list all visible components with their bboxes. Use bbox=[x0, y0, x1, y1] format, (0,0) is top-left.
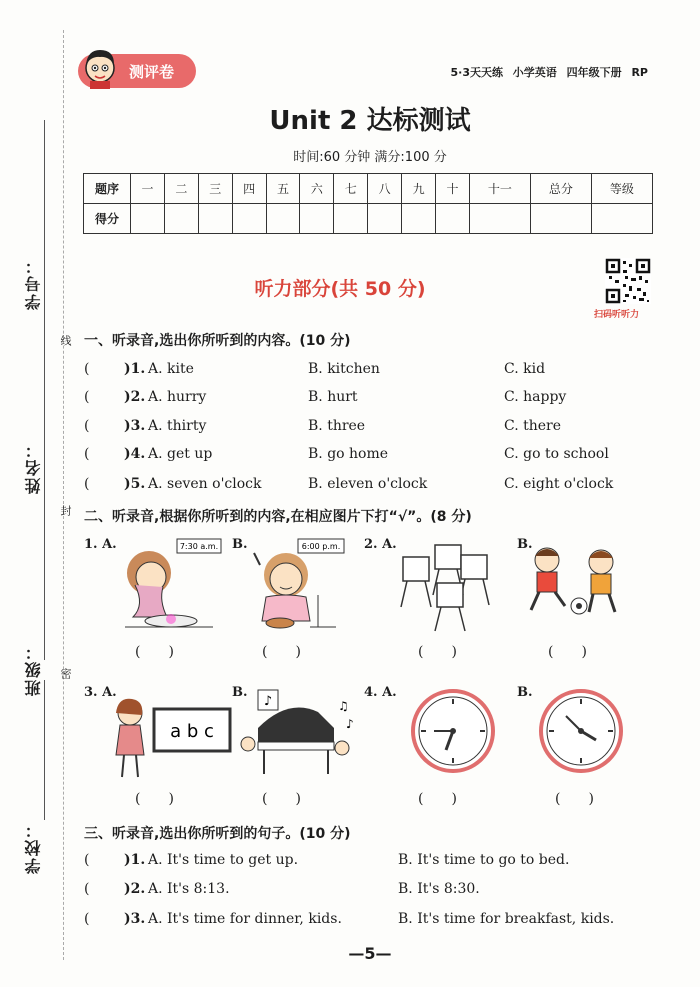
score-cell[interactable] bbox=[164, 204, 198, 234]
section3-title: 三、听录音,选出你所听到的句子。(10 分) bbox=[84, 826, 351, 842]
picture-label: B. bbox=[517, 537, 533, 552]
table-header-cell: 八 bbox=[368, 174, 402, 204]
option-a: A. get up bbox=[148, 446, 213, 462]
question-number: )3. bbox=[124, 418, 146, 434]
margin-mark-mi: 密 bbox=[59, 668, 72, 679]
answer-paren[interactable]: ( ) bbox=[418, 791, 457, 807]
listening-section-title: 听力部分(共 50 分) bbox=[254, 278, 426, 300]
answer-paren[interactable]: ( bbox=[84, 911, 90, 927]
option-a: A. thirty bbox=[148, 418, 207, 434]
table-header-cell: 四 bbox=[232, 174, 266, 204]
score-cell[interactable] bbox=[266, 204, 300, 234]
table-header-cell: 三 bbox=[198, 174, 232, 204]
score-cell[interactable] bbox=[131, 204, 165, 234]
table-header-cell: 等级 bbox=[591, 174, 652, 204]
answer-paren[interactable]: ( ) bbox=[418, 644, 457, 660]
option-b: B. It's 8:30. bbox=[398, 881, 480, 897]
svg-text:♪: ♪ bbox=[346, 717, 354, 731]
easels-illustration[interactable] bbox=[395, 535, 495, 635]
score-cell[interactable] bbox=[530, 204, 591, 234]
option-c: C. kid bbox=[504, 361, 546, 377]
table-header-cell: 十一 bbox=[469, 174, 530, 204]
time-tag-text: 7:30 a.m. bbox=[179, 542, 219, 551]
score-cell[interactable] bbox=[368, 204, 402, 234]
time-score-info: 时间:60 分钟 满分:100 分 bbox=[293, 150, 447, 165]
clock-icon[interactable] bbox=[410, 688, 496, 774]
answer-paren[interactable]: ( bbox=[84, 361, 90, 377]
picture-label: 1. A. bbox=[84, 537, 117, 552]
girl-eating-dinner-illustration[interactable] bbox=[240, 535, 350, 635]
answer-paren[interactable]: ( bbox=[84, 389, 90, 405]
page-title: Unit 2 达标测试 bbox=[269, 106, 471, 136]
answer-paren[interactable]: ( ) bbox=[548, 644, 587, 660]
picture-label: B. bbox=[517, 685, 533, 700]
badge-title: 测评卷 bbox=[129, 63, 175, 81]
answer-paren[interactable]: ( ) bbox=[135, 791, 174, 807]
table-header-cell: 七 bbox=[334, 174, 368, 204]
table-row-label: 题序 bbox=[84, 174, 131, 204]
answer-paren[interactable]: ( ) bbox=[262, 791, 301, 807]
svg-text:♫: ♫ bbox=[338, 699, 349, 713]
score-table-header-row bbox=[84, 174, 653, 204]
name-line-lower bbox=[44, 490, 45, 660]
score-table bbox=[83, 173, 653, 234]
score-cell[interactable] bbox=[334, 204, 368, 234]
option-b: B. hurt bbox=[308, 389, 358, 405]
class-label: 班级： bbox=[24, 642, 43, 696]
option-c: C. there bbox=[504, 418, 562, 434]
qr-code-icon[interactable] bbox=[605, 258, 651, 304]
option-b: B. go home bbox=[308, 446, 389, 462]
table-header-cell: 六 bbox=[300, 174, 334, 204]
name-label: 姓名： bbox=[24, 440, 43, 494]
teacher-at-blackboard-illustration[interactable] bbox=[110, 695, 235, 780]
option-a: A. hurry bbox=[148, 389, 207, 405]
table-header-cell: 五 bbox=[266, 174, 300, 204]
margin-mark-xian: 线 bbox=[59, 335, 72, 346]
score-table-score-row bbox=[84, 204, 653, 234]
svg-text:♪: ♪ bbox=[263, 694, 273, 709]
answer-paren[interactable]: ( ) bbox=[262, 644, 301, 660]
school-label: 学校： bbox=[24, 820, 43, 874]
option-a: A. It's 8:13. bbox=[148, 881, 230, 897]
student-id-label: 学号： bbox=[24, 256, 43, 310]
option-a: A. kite bbox=[148, 361, 194, 377]
table-header-cell: 十 bbox=[436, 174, 470, 204]
boys-playing-football-illustration[interactable] bbox=[525, 540, 625, 620]
picture-label: B. bbox=[232, 685, 248, 700]
question-number: )1. bbox=[124, 361, 146, 377]
section2-title: 二、听录音,根据你所听到的内容,在相应图片下打“√”。(8 分) bbox=[84, 509, 472, 525]
score-cell[interactable] bbox=[402, 204, 436, 234]
picture-label: B. bbox=[232, 537, 248, 552]
option-b: B. three bbox=[308, 418, 366, 434]
table-row-label: 得分 bbox=[84, 204, 131, 234]
answer-paren[interactable]: ( bbox=[84, 446, 90, 462]
table-header-cell: 九 bbox=[402, 174, 436, 204]
option-b: B. kitchen bbox=[308, 361, 380, 377]
section1-title: 一、听录音,选出你所听到的内容。(10 分) bbox=[84, 333, 351, 349]
option-a: A. It's time for dinner, kids. bbox=[148, 911, 342, 927]
class-line-lower bbox=[44, 680, 45, 820]
score-cell[interactable] bbox=[232, 204, 266, 234]
picture-label: 4. A. bbox=[364, 685, 397, 700]
option-a: A. seven o'clock bbox=[148, 476, 262, 492]
question-number: )2. bbox=[124, 881, 146, 897]
question-number: )1. bbox=[124, 852, 146, 868]
answer-paren[interactable]: ( bbox=[84, 418, 90, 434]
score-cell[interactable] bbox=[198, 204, 232, 234]
question-number: )2. bbox=[124, 389, 146, 405]
question-number: )5. bbox=[124, 476, 146, 492]
cartoon-boy-icon bbox=[80, 44, 120, 90]
page-number: —5— bbox=[348, 944, 392, 963]
question-number: )3. bbox=[124, 911, 146, 927]
option-c: C. go to school bbox=[504, 446, 609, 462]
table-header-cell: 总分 bbox=[530, 174, 591, 204]
score-cell[interactable] bbox=[300, 204, 334, 234]
option-b: B. It's time to go to bed. bbox=[398, 852, 570, 868]
option-b: B. eleven o'clock bbox=[308, 476, 428, 492]
option-a: A. It's time to get up. bbox=[148, 852, 299, 868]
score-cell[interactable] bbox=[436, 204, 470, 234]
series-info: 5·3天天练 小学英语 四年级下册 RP bbox=[450, 66, 648, 79]
time-tag-text: 6:00 p.m. bbox=[301, 542, 341, 551]
qr-code-label: 扫码听听力 bbox=[594, 310, 640, 320]
blackboard-text: a b c bbox=[170, 721, 214, 742]
answer-paren[interactable]: ( bbox=[84, 881, 90, 897]
option-c: C. happy bbox=[504, 389, 567, 405]
picture-label: 2. A. bbox=[364, 537, 397, 552]
option-b: B. It's time for breakfast, kids. bbox=[398, 911, 615, 927]
music-class-piano-illustration[interactable] bbox=[238, 688, 358, 780]
answer-paren[interactable]: ( bbox=[84, 476, 90, 492]
girl-waking-up-illustration[interactable] bbox=[115, 535, 225, 635]
margin-mark-feng: 封 bbox=[59, 505, 72, 516]
answer-paren[interactable]: ( ) bbox=[135, 644, 174, 660]
binding-dashed-line bbox=[63, 30, 64, 960]
option-c: C. eight o'clock bbox=[504, 476, 614, 492]
table-header-cell: 一 bbox=[131, 174, 165, 204]
score-cell[interactable] bbox=[469, 204, 530, 234]
table-header-cell: 二 bbox=[164, 174, 198, 204]
picture-label: 3. A. bbox=[84, 685, 117, 700]
answer-paren[interactable]: ( bbox=[84, 852, 90, 868]
score-cell[interactable] bbox=[591, 204, 652, 234]
answer-paren[interactable]: ( ) bbox=[555, 791, 594, 807]
question-number: )4. bbox=[124, 446, 146, 462]
clock-icon[interactable] bbox=[538, 688, 624, 774]
